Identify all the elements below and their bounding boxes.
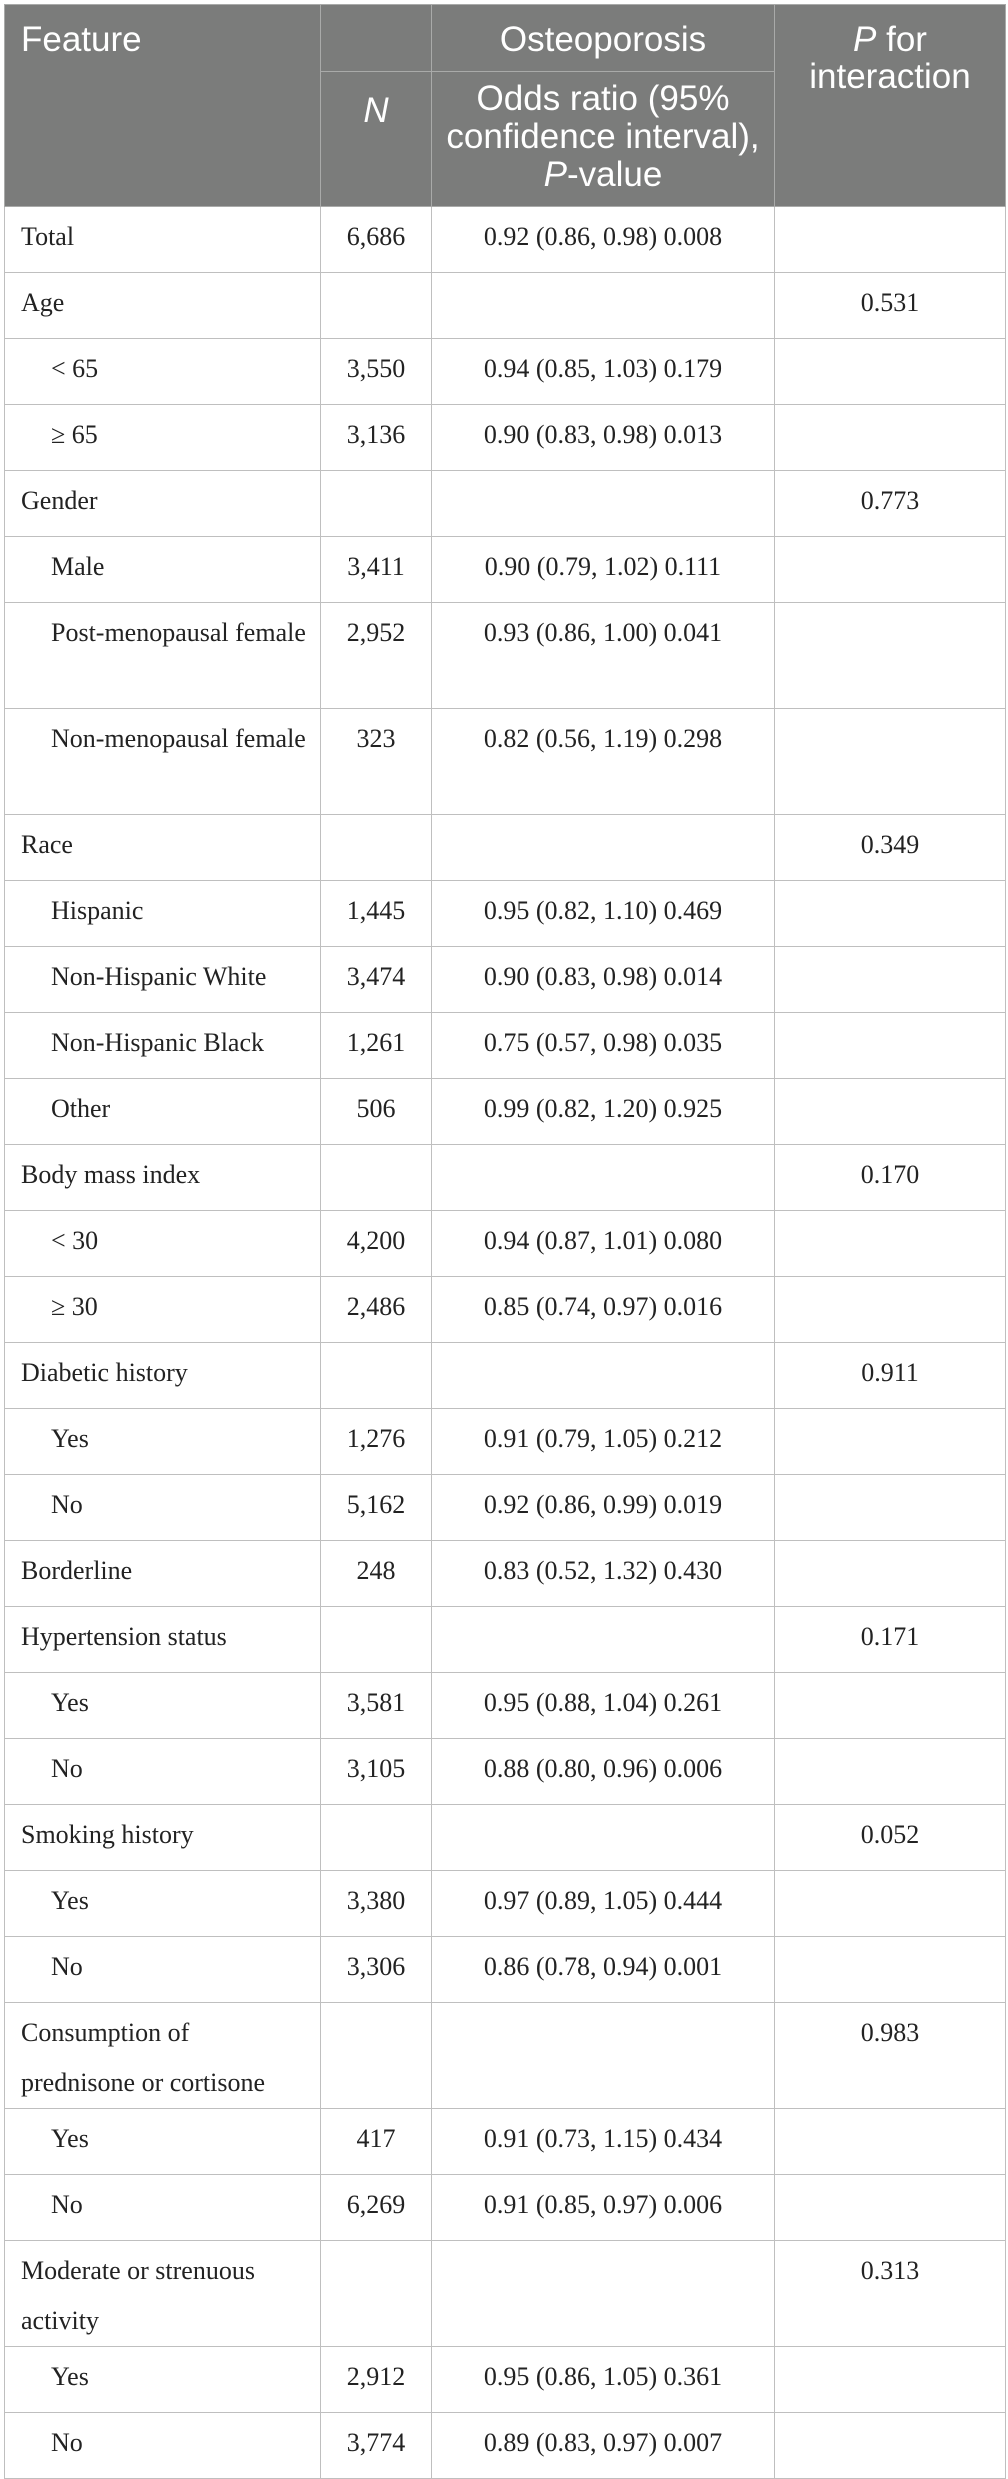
feature-cell: No: [5, 1475, 321, 1541]
p-interaction-cell: 0.313: [775, 2241, 1006, 2347]
p-interaction-cell: [775, 1871, 1006, 1937]
n-cell: 6,686: [321, 207, 432, 273]
feature-cell: No: [5, 2413, 321, 2479]
feature-cell: < 30: [5, 1211, 321, 1277]
n-cell: [321, 1805, 432, 1871]
p-interaction-cell: [775, 1013, 1006, 1079]
odds-ratio-cell: 0.90 (0.83, 0.98) 0.013: [432, 405, 775, 471]
n-cell: 1,261: [321, 1013, 432, 1079]
table-row: [5, 1145, 1006, 1211]
header-or-italic: P: [543, 155, 568, 194]
header-or-prefix: Odds ratio (95% confidence interval),: [446, 79, 760, 156]
table-body: [5, 207, 1006, 2479]
p-interaction-cell: 0.983: [775, 2003, 1006, 2109]
feature-cell: Yes: [5, 1673, 321, 1739]
feature-cell: Total: [5, 207, 321, 273]
n-cell: 3,136: [321, 405, 432, 471]
n-cell: [321, 1145, 432, 1211]
n-cell: 3,550: [321, 339, 432, 405]
table-row: [5, 207, 1006, 273]
feature-cell: Yes: [5, 1409, 321, 1475]
p-interaction-cell: [775, 1739, 1006, 1805]
p-interaction-cell: 0.170: [775, 1145, 1006, 1211]
odds-ratio-cell: 0.75 (0.57, 0.98) 0.035: [432, 1013, 775, 1079]
p-interaction-cell: 0.773: [775, 471, 1006, 537]
odds-ratio-cell: 0.89 (0.83, 0.97) 0.007: [432, 2413, 775, 2479]
p-interaction-cell: [775, 1211, 1006, 1277]
odds-ratio-cell: 0.95 (0.86, 1.05) 0.361: [432, 2347, 775, 2413]
header-blank: [321, 5, 432, 72]
table-row: [5, 471, 1006, 537]
p-interaction-cell: 0.911: [775, 1343, 1006, 1409]
feature-cell: Yes: [5, 1871, 321, 1937]
feature-cell: Gender: [5, 471, 321, 537]
header-p-italic: P: [853, 20, 877, 59]
n-cell: 3,380: [321, 1871, 432, 1937]
feature-cell: Non-Hispanic Black: [5, 1013, 321, 1079]
n-cell: 2,912: [321, 2347, 432, 2413]
feature-cell: No: [5, 1739, 321, 1805]
table-row: [5, 1739, 1006, 1805]
table-row: [5, 1607, 1006, 1673]
header-or-suffix: -value: [567, 155, 663, 194]
table-row: [5, 1871, 1006, 1937]
feature-cell: Yes: [5, 2347, 321, 2413]
table-row: [5, 947, 1006, 1013]
feature-cell: Post-menopausal female: [5, 603, 321, 709]
n-cell: [321, 2241, 432, 2347]
table-row: [5, 1805, 1006, 1871]
p-interaction-cell: [775, 2347, 1006, 2413]
results-table: [4, 4, 1006, 2479]
odds-ratio-cell: [432, 1145, 775, 1211]
p-interaction-cell: [775, 207, 1006, 273]
p-interaction-cell: [775, 1409, 1006, 1475]
p-interaction-cell: [775, 709, 1006, 815]
odds-ratio-cell: [432, 273, 775, 339]
n-cell: 417: [321, 2109, 432, 2175]
odds-ratio-cell: 0.83 (0.52, 1.32) 0.430: [432, 1541, 775, 1607]
odds-ratio-cell: 0.92 (0.86, 0.99) 0.019: [432, 1475, 775, 1541]
odds-ratio-cell: 0.90 (0.83, 0.98) 0.014: [432, 947, 775, 1013]
odds-ratio-cell: [432, 815, 775, 881]
p-interaction-cell: [775, 1937, 1006, 2003]
p-interaction-cell: [775, 1277, 1006, 1343]
feature-cell: Body mass index: [5, 1145, 321, 1211]
table-row: [5, 1013, 1006, 1079]
feature-cell: Consumption of prednisone or cortisone: [5, 2003, 321, 2109]
n-cell: 3,581: [321, 1673, 432, 1739]
n-cell: [321, 1343, 432, 1409]
p-interaction-cell: [775, 1673, 1006, 1739]
header-p-rest: for interaction: [809, 20, 971, 96]
table-row: [5, 2003, 1006, 2109]
odds-ratio-cell: 0.97 (0.89, 1.05) 0.444: [432, 1871, 775, 1937]
odds-ratio-cell: [432, 1607, 775, 1673]
table-row: [5, 2109, 1006, 2175]
n-cell: 2,952: [321, 603, 432, 709]
n-cell: 3,474: [321, 947, 432, 1013]
table-row: [5, 881, 1006, 947]
p-interaction-cell: 0.171: [775, 1607, 1006, 1673]
feature-cell: Diabetic history: [5, 1343, 321, 1409]
table-row: [5, 2175, 1006, 2241]
odds-ratio-cell: 0.82 (0.56, 1.19) 0.298: [432, 709, 775, 815]
n-cell: 323: [321, 709, 432, 815]
odds-ratio-cell: [432, 1805, 775, 1871]
table-row: [5, 273, 1006, 339]
p-interaction-cell: [775, 1475, 1006, 1541]
table-row: [5, 2347, 1006, 2413]
feature-cell: Age: [5, 273, 321, 339]
header-odds-ratio: [432, 72, 775, 207]
odds-ratio-cell: [432, 471, 775, 537]
p-interaction-cell: [775, 2175, 1006, 2241]
n-cell: 3,411: [321, 537, 432, 603]
p-interaction-cell: [775, 2413, 1006, 2479]
table-row: [5, 815, 1006, 881]
n-cell: 1,276: [321, 1409, 432, 1475]
table-row: [5, 405, 1006, 471]
feature-cell: ≥ 30: [5, 1277, 321, 1343]
header-n: N: [321, 72, 432, 207]
feature-cell: Other: [5, 1079, 321, 1145]
feature-cell: < 65: [5, 339, 321, 405]
p-interaction-cell: [775, 947, 1006, 1013]
p-interaction-cell: [775, 1079, 1006, 1145]
feature-cell: Male: [5, 537, 321, 603]
n-cell: 3,306: [321, 1937, 432, 2003]
feature-cell: ≥ 65: [5, 405, 321, 471]
table-row: [5, 339, 1006, 405]
table-row: [5, 1409, 1006, 1475]
n-cell: 248: [321, 1541, 432, 1607]
n-cell: [321, 273, 432, 339]
p-interaction-cell: 0.052: [775, 1805, 1006, 1871]
odds-ratio-cell: 0.94 (0.85, 1.03) 0.179: [432, 339, 775, 405]
odds-ratio-cell: 0.95 (0.82, 1.10) 0.469: [432, 881, 775, 947]
p-interaction-cell: [775, 881, 1006, 947]
n-cell: [321, 2003, 432, 2109]
n-cell: 5,162: [321, 1475, 432, 1541]
feature-cell: No: [5, 2175, 321, 2241]
odds-ratio-cell: 0.92 (0.86, 0.98) 0.008: [432, 207, 775, 273]
feature-cell: Hypertension status: [5, 1607, 321, 1673]
odds-ratio-cell: 0.94 (0.87, 1.01) 0.080: [432, 1211, 775, 1277]
feature-cell: No: [5, 1937, 321, 2003]
feature-cell: Borderline: [5, 1541, 321, 1607]
table-row: [5, 2413, 1006, 2479]
table-row: [5, 603, 1006, 709]
table-row: [5, 1277, 1006, 1343]
n-cell: 2,486: [321, 1277, 432, 1343]
p-interaction-cell: 0.531: [775, 273, 1006, 339]
n-cell: [321, 471, 432, 537]
odds-ratio-cell: 0.99 (0.82, 1.20) 0.925: [432, 1079, 775, 1145]
table-row: [5, 1079, 1006, 1145]
feature-cell: Moderate or strenuous activity: [5, 2241, 321, 2347]
p-interaction-cell: [775, 537, 1006, 603]
feature-cell: Race: [5, 815, 321, 881]
odds-ratio-cell: 0.86 (0.78, 0.94) 0.001: [432, 1937, 775, 2003]
table-row: [5, 709, 1006, 815]
n-cell: [321, 815, 432, 881]
n-cell: 506: [321, 1079, 432, 1145]
feature-cell: Yes: [5, 2109, 321, 2175]
table-row: [5, 1673, 1006, 1739]
odds-ratio-cell: [432, 1343, 775, 1409]
feature-cell: Non-menopausal female: [5, 709, 321, 815]
odds-ratio-cell: 0.91 (0.85, 0.97) 0.006: [432, 2175, 775, 2241]
p-interaction-cell: [775, 405, 1006, 471]
table-row: [5, 537, 1006, 603]
odds-ratio-cell: [432, 2003, 775, 2109]
table-row: [5, 1211, 1006, 1277]
n-cell: 4,200: [321, 1211, 432, 1277]
n-cell: 1,445: [321, 881, 432, 947]
table-row: [5, 1541, 1006, 1607]
p-interaction-cell: 0.349: [775, 815, 1006, 881]
table-row: [5, 1937, 1006, 2003]
header-feature: Feature: [5, 5, 321, 207]
table-row: [5, 1343, 1006, 1409]
p-interaction-cell: [775, 1541, 1006, 1607]
odds-ratio-cell: 0.91 (0.73, 1.15) 0.434: [432, 2109, 775, 2175]
p-interaction-cell: [775, 339, 1006, 405]
table-row: [5, 2241, 1006, 2347]
feature-cell: Smoking history: [5, 1805, 321, 1871]
odds-ratio-cell: 0.85 (0.74, 0.97) 0.016: [432, 1277, 775, 1343]
odds-ratio-cell: 0.93 (0.86, 1.00) 0.041: [432, 603, 775, 709]
odds-ratio-cell: 0.91 (0.79, 1.05) 0.212: [432, 1409, 775, 1475]
n-cell: 6,269: [321, 2175, 432, 2241]
odds-ratio-cell: [432, 2241, 775, 2347]
header-osteoporosis: Osteoporosis: [432, 5, 775, 72]
n-cell: 3,774: [321, 2413, 432, 2479]
header-p-for-interaction: [775, 5, 1006, 207]
feature-cell: Hispanic: [5, 881, 321, 947]
n-cell: [321, 1607, 432, 1673]
table-header: [5, 5, 1006, 207]
n-cell: 3,105: [321, 1739, 432, 1805]
odds-ratio-cell: 0.90 (0.79, 1.02) 0.111: [432, 537, 775, 603]
odds-ratio-cell: 0.95 (0.88, 1.04) 0.261: [432, 1673, 775, 1739]
feature-cell: Non-Hispanic White: [5, 947, 321, 1013]
p-interaction-cell: [775, 603, 1006, 709]
odds-ratio-cell: 0.88 (0.80, 0.96) 0.006: [432, 1739, 775, 1805]
table-row: [5, 1475, 1006, 1541]
p-interaction-cell: [775, 2109, 1006, 2175]
